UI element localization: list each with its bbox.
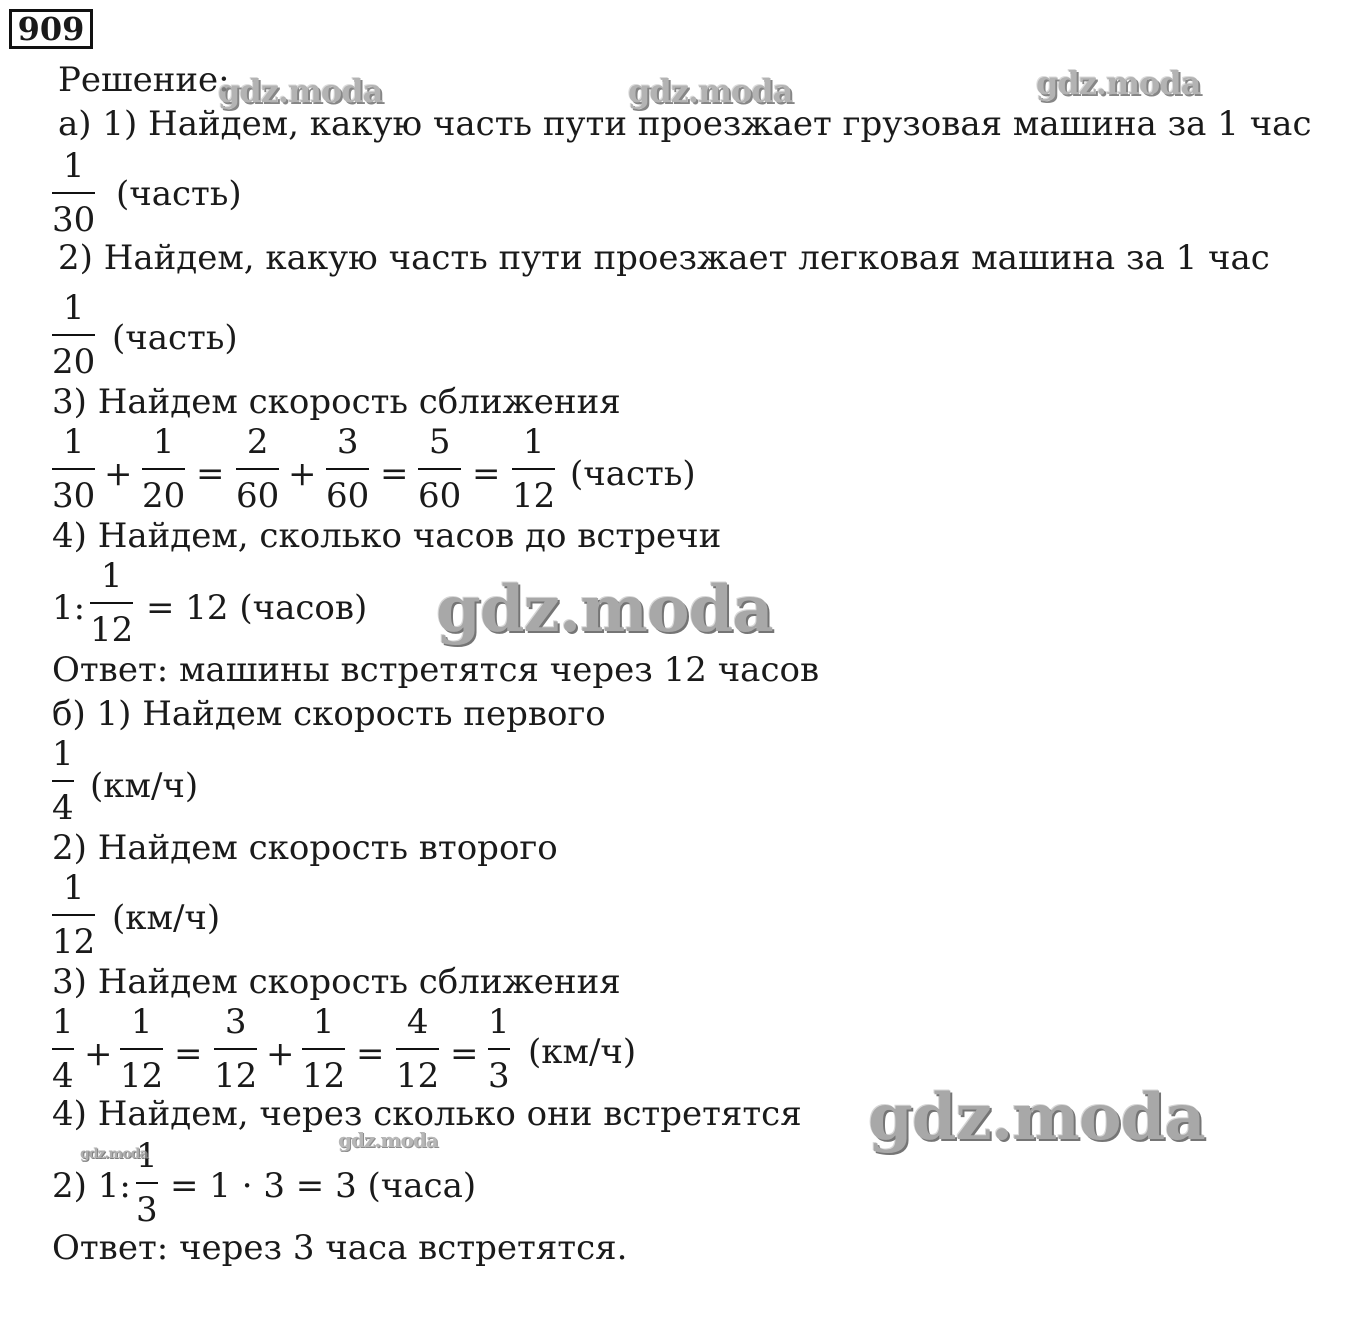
part-a-answer: Ответ: машины встретятся через 12 часов xyxy=(52,650,820,690)
a3-fraction-2: 1 20 xyxy=(142,422,186,516)
a3-fraction-4: 3 60 xyxy=(326,422,370,516)
watermark-logo: gdz.moda xyxy=(628,72,793,110)
part-b-step-1: б) 1) Найдем скорость первого xyxy=(52,694,606,734)
numerator: 1 xyxy=(62,288,85,328)
a4-prefix: 1: xyxy=(52,588,86,628)
a3-fraction-5: 5 60 xyxy=(418,422,462,516)
b3-operator-1: + xyxy=(84,1034,113,1074)
part-b-fraction-2: 1 12 xyxy=(52,868,96,962)
part-a-fraction-1 xyxy=(52,146,95,240)
part-a-unit-2: (часть) xyxy=(112,318,238,358)
a3-operator-5: = xyxy=(472,454,501,494)
a3-fraction-1: 1 30 xyxy=(52,422,96,516)
part-b-answer: Ответ: через 3 часа встретятся. xyxy=(52,1228,628,1268)
part-b-fraction-1: 1 4 xyxy=(52,734,74,828)
b3-fraction-6: 1 3 xyxy=(488,1002,510,1096)
a3-operator-2: = xyxy=(196,454,225,494)
part-a-fraction-2 xyxy=(52,288,95,382)
a4-result: = 12 (часов) xyxy=(146,588,368,628)
part-b-unit-1: (км/ч) xyxy=(90,766,199,806)
b3-fraction-4: 1 12 xyxy=(302,1002,346,1096)
watermark-logo: gdz.moda xyxy=(338,1128,438,1152)
part-a-step-2: 2) Найдем, какую часть пути проезжает легковая машина за 1 час xyxy=(58,238,1270,278)
a3-unit: (часть) xyxy=(570,454,696,494)
a3-operator-4: = xyxy=(380,454,409,494)
a4-fraction: 1 12 xyxy=(90,556,134,650)
part-b-step-3: 3) Найдем скорость сближения xyxy=(52,962,621,1002)
watermark-logo: gdz.moda xyxy=(436,572,773,647)
a3-fraction-6: 1 12 xyxy=(512,422,556,516)
b4-result: = 1 · 3 = 3 (часа) xyxy=(170,1166,477,1206)
part-b-unit-2: (км/ч) xyxy=(112,898,221,938)
denominator: 20 xyxy=(52,342,96,382)
part-a-step-1: а) 1) Найдем, какую часть пути проезжает грузовая машина за 1 час xyxy=(58,104,1312,144)
b4-prefix: 2) 1: xyxy=(52,1166,131,1206)
problem-number: 909 xyxy=(9,9,93,49)
part-a-unit-1: (часть) xyxy=(116,174,242,214)
numerator: 1 xyxy=(62,146,85,186)
denominator: 30 xyxy=(52,200,96,240)
solution-heading: Решение: xyxy=(58,60,230,100)
a3-operator-3: + xyxy=(288,454,317,494)
part-b-step-4: 4) Найдем, через сколько они встретятся xyxy=(52,1094,802,1134)
b3-operator-2: = xyxy=(174,1034,203,1074)
watermark-logo: gdz.moda xyxy=(868,1080,1205,1155)
b3-fraction-5: 4 12 xyxy=(396,1002,440,1096)
b3-operator-4: = xyxy=(356,1034,385,1074)
b3-fraction-1: 1 4 xyxy=(52,1002,74,1096)
a3-operator-1: + xyxy=(104,454,133,494)
b3-unit: (км/ч) xyxy=(528,1032,637,1072)
part-a-step-3: 3) Найдем скорость сближения xyxy=(52,382,621,422)
part-a-step-4: 4) Найдем, сколько часов до встречи xyxy=(52,516,722,556)
watermark-logo: gdz.moda xyxy=(218,72,383,110)
b3-operator-3: + xyxy=(266,1034,295,1074)
b3-fraction-2: 1 12 xyxy=(120,1002,164,1096)
b4-fraction: 1 3 xyxy=(136,1136,158,1230)
b3-fraction-3: 3 12 xyxy=(214,1002,258,1096)
part-b-step-2: 2) Найдем скорость второго xyxy=(52,828,558,868)
watermark-logo: gdz.moda xyxy=(1036,64,1201,102)
a3-fraction-3: 2 60 xyxy=(236,422,280,516)
b3-operator-5: = xyxy=(450,1034,479,1074)
watermark-logo: gdz.moda xyxy=(80,1146,148,1162)
